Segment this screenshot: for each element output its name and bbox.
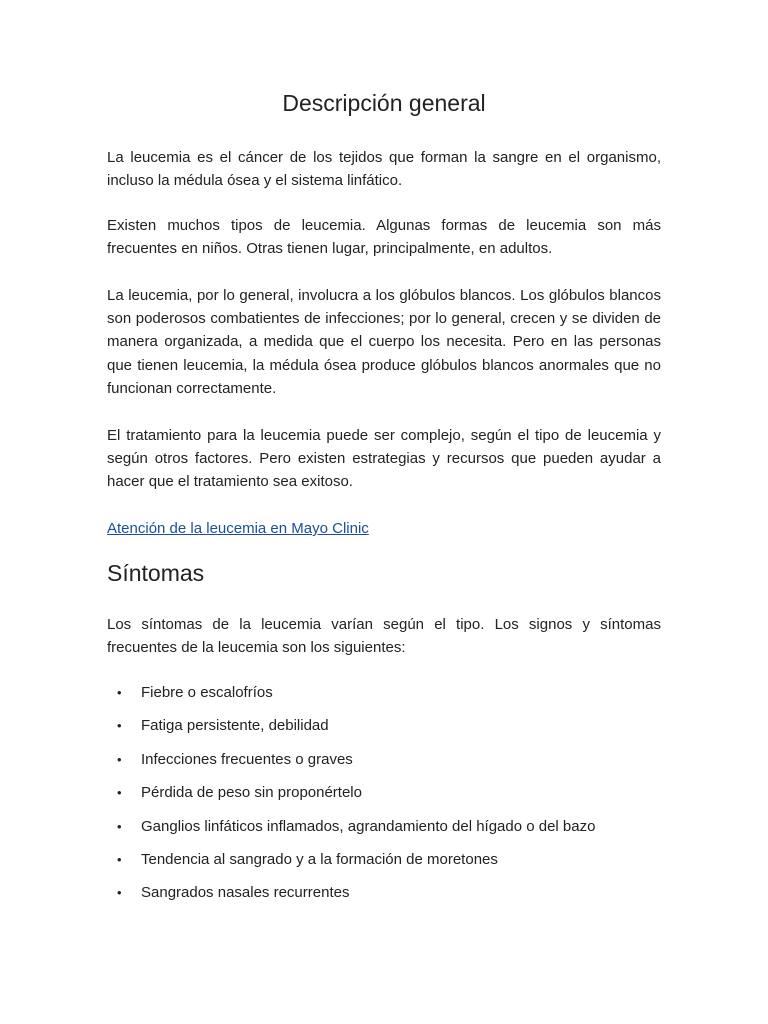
symptom-list [107, 681, 661, 915]
list-item [107, 714, 661, 747]
mayo-clinic-link[interactable]: Atención de la leucemia en Mayo Clinic [107, 520, 369, 537]
bullet-icon: • [117, 785, 122, 801]
bullet-icon: • [117, 718, 122, 734]
bullet-icon: • [117, 818, 122, 834]
list-item-text: Fatiga persistente, debilidad [141, 717, 329, 735]
bullet-icon: • [117, 751, 122, 767]
bullet-icon: • [117, 851, 122, 867]
list-item [107, 748, 661, 781]
paragraph-types: Existen muchos tipos de leucemia. Algunas formas de leucemia son más frecuentes en niños. Otras tienen lugar, principalmente, en adultos. [107, 217, 661, 258]
list-item [107, 881, 661, 914]
list-item-text: Fiebre o escalofríos [141, 684, 273, 701]
paragraph-treatment: El tratamiento para la leucemia puede ser complejo, según el tipo de leucemia y según otros factores. Pero existen estrategias y recursos que pueden ayudar a hacer que el tratamiento sea exitoso. [107, 427, 661, 491]
bullet-icon: • [117, 885, 122, 901]
page-title: Descripción general [282, 90, 486, 116]
list-item [107, 781, 661, 814]
list-item [107, 681, 661, 714]
list-item [107, 848, 661, 881]
list-item-text: Pérdida de peso sin proponértelo [141, 784, 362, 802]
list-item-text: Sangrados nasales recurrentes [141, 884, 350, 902]
list-item [107, 815, 661, 848]
list-item-text: Infecciones frecuentes o graves [141, 750, 353, 768]
paragraph-white-cells: La leucemia, por lo general, involucra a los glóbulos blancos. Los glóbulos blancos son poderosos combatientes de infecciones; por lo general, crecen y se dividen de manera organizada, a medida que el cuerpo los necesita. Pero en las personas que tienen leucemia, la médula ósea produce glóbulos blancos anormales que no funcionan correctamente. [107, 287, 661, 397]
paragraph-definition: La leucemia es el cáncer de los tejidos que forman la sangre en el organismo, incluso la médula ósea y el sistema linfático. [107, 149, 661, 190]
list-item-text: Ganglios linfáticos inflamados, agrandamiento del hígado o del bazo [141, 817, 596, 835]
symptoms-heading: Síntomas [107, 560, 205, 586]
symptoms-intro: Los síntomas de la leucemia varían según el tipo. Los signos y síntomas frecuentes de la leucemia son los siguientes: [107, 616, 661, 657]
list-item-text: Tendencia al sangrado y a la formación de moretones [141, 850, 498, 868]
bullet-icon: • [117, 685, 122, 700]
